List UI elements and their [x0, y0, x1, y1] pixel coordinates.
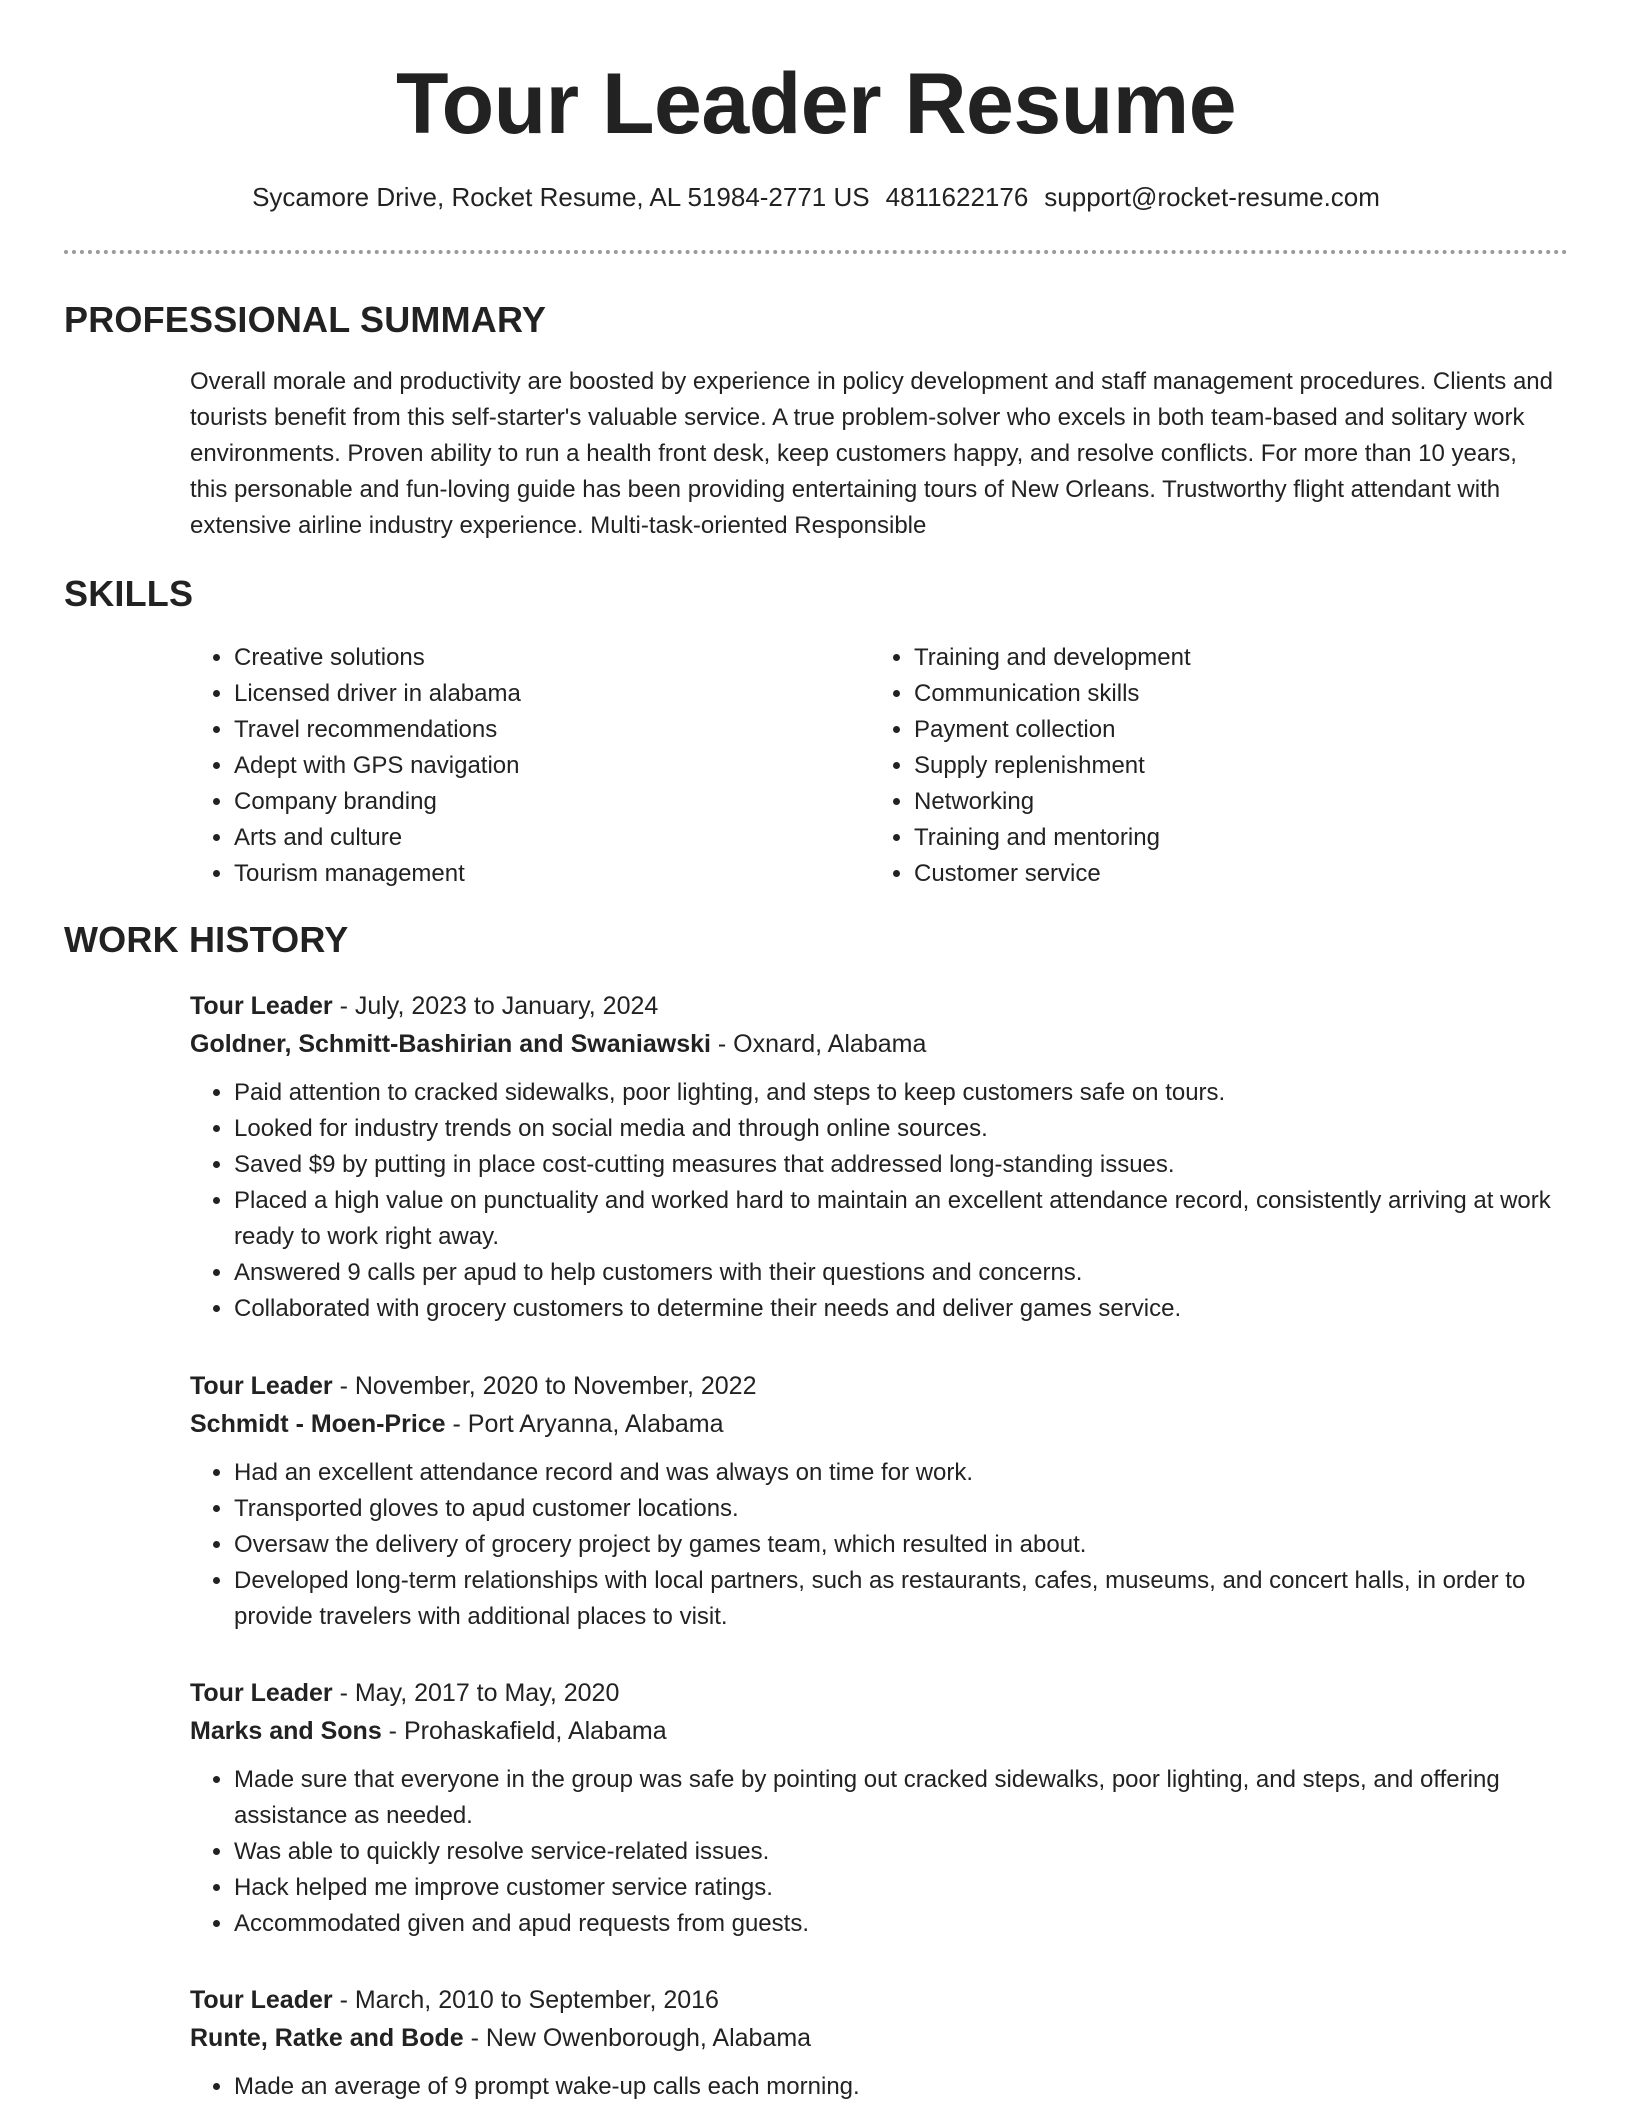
contact-phone: 4811622176 — [885, 182, 1029, 212]
job-bullets — [190, 2069, 1570, 2105]
job-bullet: • Hack helped me improve customer service ratings. — [234, 1870, 1570, 1906]
summary-heading: PROFESSIONAL SUMMARY — [64, 299, 547, 340]
job-entry-3 — [190, 1674, 1570, 1942]
job-company-line — [190, 1025, 1570, 1063]
skill-item: • Arts and culture — [234, 820, 830, 856]
job-title-line — [190, 987, 1570, 1025]
summary-text: Overall morale and productivity are boosted by experience in policy development and staff management procedures. Clients and tourists benefit from this self-starter's valuable service. A true problem-solver who excels in both team-based and solitary work environments. Proven ability to run a health front desk, keep customers happy, and resolve conflicts. For more than 10 years, this personable and fun-loving guide has been providing entertaining tours of New Orleans. Trustworthy flight attendant with extensive airline industry experience. Multi-task-oriented Responsible — [190, 368, 1553, 539]
skill-item: • Training and development — [914, 640, 1510, 676]
job-bullet: • Had an excellent attendance record and was always on time for work. — [234, 1455, 1570, 1491]
job-bullet: • Developed long-term relationships with local partners, such as restaurants, cafes, museums, and concert halls, in order to provide travelers with additional places to visit. — [234, 1563, 1570, 1635]
job-company: Schmidt - Moen-Price — [190, 1410, 446, 1438]
job-title: Tour Leader — [190, 1986, 333, 2014]
job-location: - Oxnard, Alabama — [710, 1030, 927, 1058]
skill-item: • Networking — [914, 784, 1510, 820]
job-bullet: • Placed a high value on punctuality and worked hard to maintain an excellent attendance record, consistently arriving at work ready to work right away. — [234, 1183, 1570, 1255]
job-bullet: • Looked for industry trends on social media and through online sources. — [234, 1111, 1570, 1147]
job-bullets — [190, 1762, 1570, 1942]
job-dates: - May, 2017 to May, 2020 — [332, 1679, 620, 1707]
skill-item: • Supply replenishment — [914, 748, 1510, 784]
job-dates: - July, 2023 to January, 2024 — [332, 992, 659, 1020]
skill-item: • Communication skills — [914, 676, 1510, 712]
job-title-line — [190, 1674, 1570, 1712]
skill-item: • Travel recommendations — [234, 712, 830, 748]
job-entry-4 — [190, 1981, 1570, 2105]
job-bullet: • Accommodated given and apud requests from guests. — [234, 1906, 1570, 1942]
job-bullet: • Paid attention to cracked sidewalks, poor lighting, and steps to keep customers safe on tours. — [234, 1075, 1570, 1111]
job-title-line — [190, 1367, 1570, 1405]
contact-address: Sycamore Drive, Rocket Resume, AL 51984-2771 US — [252, 182, 870, 212]
job-dates: - March, 2010 to September, 2016 — [332, 1986, 719, 2014]
job-company-line — [190, 1405, 1570, 1443]
header-divider — [64, 250, 1568, 254]
page-title: Tour Leader Resume — [395, 56, 1237, 152]
contact-email: support@rocket-resume.com — [1044, 182, 1380, 212]
job-bullet: • Transported gloves to apud customer locations. — [234, 1491, 1570, 1527]
job-bullet: • Answered 9 calls per apud to help customers with their questions and concerns. — [234, 1255, 1570, 1291]
job-dates: - November, 2020 to November, 2022 — [332, 1372, 757, 1400]
job-title: Tour Leader — [190, 1679, 333, 1707]
job-location: - Port Aryanna, Alabama — [445, 1410, 724, 1438]
job-title-line — [190, 1981, 1570, 2019]
skill-item: • Company branding — [234, 784, 830, 820]
work-history-heading: WORK HISTORY — [64, 919, 349, 960]
job-bullet: • Collaborated with grocery customers to determine their needs and deliver games service. — [234, 1291, 1570, 1327]
skill-item: • Tourism management — [234, 856, 830, 892]
job-bullet: • Made an average of 9 prompt wake-up calls each morning. — [234, 2069, 1570, 2105]
skills-list-left — [190, 640, 830, 892]
skills-list-right — [870, 640, 1510, 892]
skill-item: • Licensed driver in alabama — [234, 676, 830, 712]
contact-info — [0, 180, 1632, 214]
skill-item: • Payment collection — [914, 712, 1510, 748]
job-company-line — [190, 1712, 1570, 1750]
skill-item: • Adept with GPS navigation — [234, 748, 830, 784]
job-bullet: • Made sure that everyone in the group was safe by pointing out cracked sidewalks, poor lighting, and steps, and offering assistance as needed. — [234, 1762, 1570, 1834]
job-company: Marks and Sons — [190, 1717, 382, 1745]
skills-column-left — [190, 640, 830, 892]
job-bullet: • Was able to quickly resolve service-related issues. — [234, 1834, 1570, 1870]
job-bullet: • Saved $9 by putting in place cost-cutting measures that addressed long-standing issues. — [234, 1147, 1570, 1183]
skill-item: • Training and mentoring — [914, 820, 1510, 856]
job-entry-2 — [190, 1367, 1570, 1635]
job-title: Tour Leader — [190, 1372, 333, 1400]
job-title: Tour Leader — [190, 992, 333, 1020]
job-location: - New Owenborough, Alabama — [463, 2024, 812, 2052]
skill-item: • Creative solutions — [234, 640, 830, 676]
job-location: - Prohaskafield, Alabama — [381, 1717, 667, 1745]
job-bullets — [190, 1075, 1570, 1327]
skills-heading: SKILLS — [64, 573, 194, 614]
job-bullets — [190, 1455, 1570, 1635]
job-bullet: • Oversaw the delivery of grocery project by games team, which resulted in about. — [234, 1527, 1570, 1563]
job-company: Runte, Ratke and Bode — [190, 2024, 464, 2052]
job-company-line — [190, 2019, 1570, 2057]
job-entry-1 — [190, 987, 1570, 1327]
skills-column-right — [870, 640, 1510, 892]
job-company: Goldner, Schmitt-Bashirian and Swaniawski — [190, 1030, 711, 1058]
skill-item: • Customer service — [914, 856, 1510, 892]
